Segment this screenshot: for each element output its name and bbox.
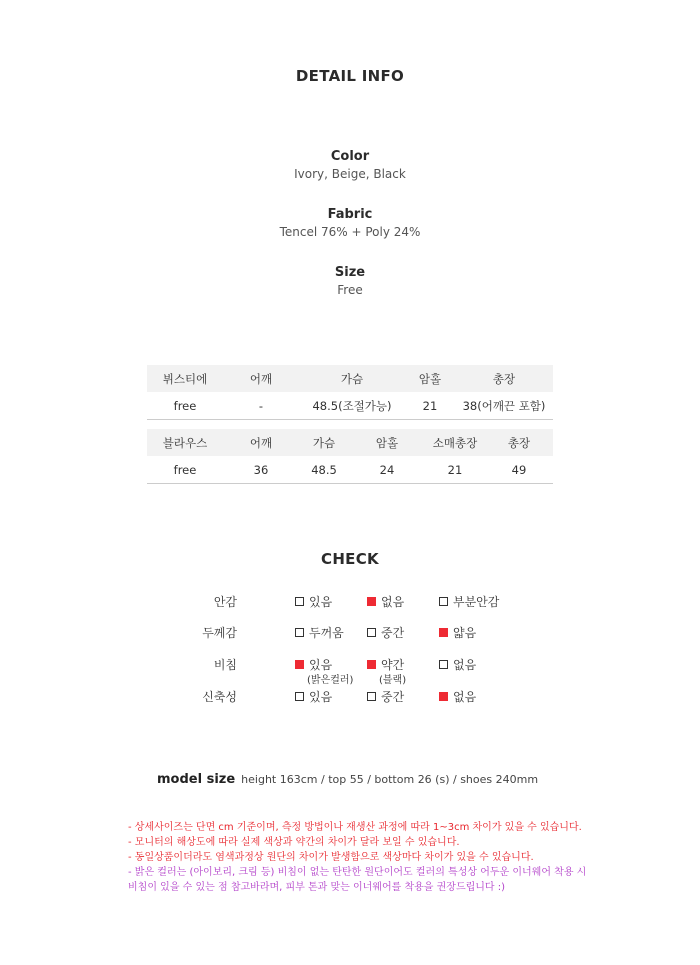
- check-row-label: 두께감: [202, 626, 237, 640]
- checkbox-checked-icon: [367, 597, 376, 606]
- table-header-row: [147, 429, 553, 456]
- table-header-cell: 소매총장: [425, 429, 485, 456]
- check-option: [367, 593, 404, 610]
- checkbox-checked-icon: [439, 692, 448, 701]
- check-option-label: 부분안감: [453, 595, 500, 609]
- checkbox-empty-icon: [439, 660, 448, 669]
- table-cell: 24: [349, 456, 425, 484]
- table-header-cell: 총장: [455, 365, 553, 392]
- checkbox-empty-icon: [367, 692, 376, 701]
- check-option: [439, 593, 499, 610]
- table-header-cell: 가슴: [299, 429, 349, 456]
- check-option-note: (블랙): [379, 675, 407, 686]
- table-row: [147, 392, 553, 420]
- checkbox-checked-icon: [439, 628, 448, 637]
- model-size: [157, 768, 538, 787]
- table-cell: 36: [223, 456, 299, 484]
- table-cell: free: [147, 392, 223, 420]
- table-cell: 49: [485, 456, 553, 484]
- check-row-label: 안감: [213, 595, 237, 609]
- check-option-label: 중간: [381, 626, 405, 640]
- table-header-cell: 어깨: [223, 429, 299, 456]
- model-size-value: height 163cm / top 55 / bottom 26 (s) / shoes 240mm: [241, 773, 539, 786]
- table-cell: 21: [425, 456, 485, 484]
- checkbox-checked-icon: [367, 660, 376, 669]
- color-label: Color: [330, 149, 370, 164]
- check-option-label: 얇음: [453, 626, 477, 640]
- checkbox-empty-icon: [295, 692, 304, 701]
- check-option-label: 두꺼움: [309, 626, 344, 640]
- table-cell: 48.5: [299, 456, 349, 484]
- checkbox-checked-icon: [295, 660, 304, 669]
- checkbox-empty-icon: [295, 597, 304, 606]
- size-value: Free: [337, 283, 363, 297]
- check-option-label: 있음: [309, 658, 333, 672]
- check-title: CHECK: [321, 550, 379, 568]
- check-option: [367, 688, 404, 705]
- fabric-value: Tencel 76% + Poly 24%: [279, 225, 421, 239]
- check-option-label: 없음: [453, 658, 477, 672]
- table-cell: 48.5(조절가능): [299, 392, 405, 420]
- check-option-label: 중간: [381, 690, 405, 704]
- table-cell: 21: [405, 392, 455, 420]
- fabric-label: Fabric: [327, 207, 373, 222]
- bustier-size-table: [147, 365, 553, 420]
- check-row-label: 비침: [213, 658, 237, 672]
- note-red: - 모니터의 해상도에 따라 실제 색상과 약간의 차이가 달라 보일 수 있습니다.: [128, 837, 460, 848]
- check-option: [295, 593, 332, 610]
- check-option: [295, 688, 332, 705]
- checkbox-empty-icon: [439, 597, 448, 606]
- check-option-label: 없음: [453, 690, 477, 704]
- model-size-label: model size: [157, 772, 236, 787]
- note-red: - 상세사이즈는 단면 cm 기준이며, 측정 방법이나 재생산 과정에 따라 1~3cm 차이가 있을 수 있습니다.: [128, 822, 582, 833]
- checkbox-empty-icon: [367, 628, 376, 637]
- table-header-cell: 총장: [485, 429, 553, 456]
- table-cell: 38(어깨끈 포함): [455, 392, 553, 420]
- table-header-cell: 가슴: [299, 365, 405, 392]
- color-value: Ivory, Beige, Black: [294, 167, 406, 181]
- check-row-label: 신축성: [202, 690, 237, 704]
- check-option-label: 없음: [381, 595, 405, 609]
- table-cell: -: [223, 392, 299, 420]
- table-row: [147, 456, 553, 484]
- note-red: - 동일상품이더라도 염색과정상 원단의 차이가 발생함으로 색상마다 차이가 있을 수 있습니다.: [128, 852, 534, 863]
- table-cell: free: [147, 456, 223, 484]
- check-option-label: 있음: [309, 690, 333, 704]
- check-option: [367, 624, 404, 641]
- table-header-cell: 암홀: [405, 365, 455, 392]
- check-option: [295, 624, 344, 641]
- table-header-cell: 블라우스: [147, 429, 223, 456]
- table-header-row: [147, 365, 553, 392]
- detail-info-title: DETAIL INFO: [295, 67, 405, 85]
- size-label: Size: [334, 265, 366, 280]
- table-header-cell: 뷔스티에: [147, 365, 223, 392]
- check-option: [439, 688, 476, 705]
- check-option-label: 약간: [381, 658, 405, 672]
- blouse-size-table: [147, 429, 553, 484]
- checkbox-empty-icon: [295, 628, 304, 637]
- check-option: [439, 656, 476, 673]
- check-option: [439, 624, 476, 641]
- note-purple: - 밝은 컬러는 (아이보리, 크림 등) 비침이 없는 탄탄한 원단이어도 컬러의 특성상 어두운 이너웨어 착용 시: [128, 867, 587, 878]
- table-header-cell: 암홀: [349, 429, 425, 456]
- check-option-note: (밝은컬러): [307, 675, 354, 686]
- table-header-cell: 어깨: [223, 365, 299, 392]
- note-purple: 비침이 있을 수 있는 점 참고바라며, 피부 톤과 맞는 이너웨어를 착용을 권장드립니다 :): [128, 882, 506, 893]
- check-option-label: 있음: [309, 595, 333, 609]
